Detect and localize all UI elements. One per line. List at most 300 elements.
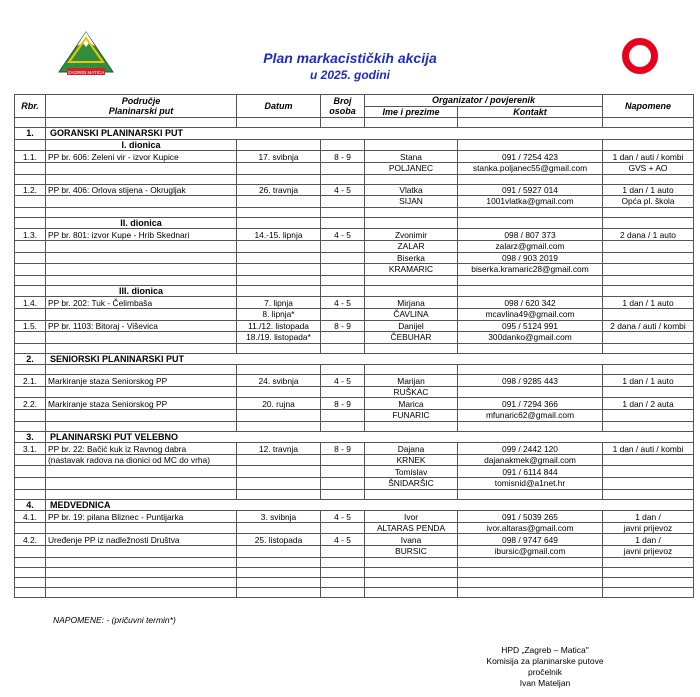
cell-rbr: 2.1. xyxy=(15,375,46,387)
cell-ime: Ivor xyxy=(365,511,458,523)
cell-ime: Mirjana xyxy=(365,297,458,309)
cell-broj xyxy=(321,252,365,264)
cell-ime: POLJANEC xyxy=(365,162,458,174)
cell-napomene: 1 dan / 1 auto xyxy=(603,297,694,309)
cell-ime: KRAMARIC xyxy=(365,264,458,276)
cell-put: PP br. 1103: Bitoraj - Viševica xyxy=(46,320,237,332)
cell-kontakt: 091 / 7254 423 xyxy=(458,151,603,163)
trail-marker-icon xyxy=(622,38,658,74)
empty-cell xyxy=(321,118,365,128)
subsection-row xyxy=(15,217,694,229)
cell-broj xyxy=(321,410,365,422)
cell-datum: 17. svibnja xyxy=(237,151,321,163)
cell-napomene xyxy=(603,264,694,276)
cell-datum: 14.-15. lipnja xyxy=(237,229,321,241)
empty-cell xyxy=(603,587,694,597)
cell-kontakt: 091 / 6114 844 xyxy=(458,466,603,478)
empty-cell xyxy=(237,174,321,184)
cell-put: PP br. 202: Tuk - Čelimbaša xyxy=(46,297,237,309)
cell-rbr xyxy=(15,252,46,264)
empty-cell xyxy=(458,567,603,577)
cell-ime: Zvonimir xyxy=(365,229,458,241)
empty-cell xyxy=(237,489,321,499)
cell-ime: BURSIC xyxy=(365,546,458,558)
empty-cell xyxy=(15,489,46,499)
cell-broj xyxy=(321,308,365,320)
cell-napomene: 1 dan / auti / kombi xyxy=(603,151,694,163)
cell-kontakt: 091 / 5039 265 xyxy=(458,511,603,523)
mountain-logo-icon xyxy=(55,28,117,78)
cell-kontakt: 098 / 620 342 xyxy=(458,297,603,309)
empty-cell xyxy=(15,567,46,577)
cell-kontakt: 1001vlatka@gmail.com xyxy=(458,196,603,208)
cell-kontakt: 098 / 807 373 xyxy=(458,229,603,241)
cell-broj: 8 - 9 xyxy=(321,443,365,455)
empty-cell xyxy=(15,207,46,217)
table-row xyxy=(15,297,694,309)
cell-napomene xyxy=(603,466,694,478)
cell-datum: 7. lipnja xyxy=(237,297,321,309)
empty-cell xyxy=(237,207,321,217)
cell-put xyxy=(46,466,237,478)
cell-ime: Danijel xyxy=(365,320,458,332)
cell-ime: ŠNIDARŠIC xyxy=(365,478,458,490)
section-row xyxy=(15,499,694,511)
empty-cell xyxy=(603,174,694,184)
empty-cell xyxy=(458,365,603,375)
cell-datum xyxy=(237,264,321,276)
cell-ime: Marica xyxy=(365,398,458,410)
table-row xyxy=(15,252,694,264)
cell-rbr: 1.3. xyxy=(15,229,46,241)
cell-kontakt: ibursic@gmail.com xyxy=(458,546,603,558)
table-row xyxy=(15,151,694,163)
empty-cell xyxy=(15,557,46,567)
section-row xyxy=(15,128,694,140)
footer-role: pročelnik xyxy=(527,667,563,677)
empty-cell xyxy=(46,421,237,431)
cell-rbr xyxy=(15,466,46,478)
empty-cell xyxy=(46,207,237,217)
empty-cell xyxy=(321,587,365,597)
cell-broj xyxy=(321,162,365,174)
empty-cell xyxy=(46,489,237,499)
empty-cell xyxy=(321,557,365,567)
empty-cell xyxy=(458,285,603,297)
cell-put xyxy=(46,252,237,264)
cell-ime: ČEBUHAR xyxy=(365,332,458,344)
cell-kontakt: dajanakmek@gmail.com xyxy=(458,454,603,466)
cell-kontakt: 098 / 903 2019 xyxy=(458,252,603,264)
empty-cell xyxy=(15,174,46,184)
cell-datum xyxy=(237,466,321,478)
table-row xyxy=(15,332,694,344)
empty-cell xyxy=(321,365,365,375)
cell-ime: ALTARAS PENDA xyxy=(365,522,458,534)
section-number: 1. xyxy=(15,128,46,140)
cell-broj xyxy=(321,196,365,208)
cell-rbr xyxy=(15,522,46,534)
blank-row xyxy=(15,577,694,587)
empty-cell xyxy=(46,343,237,353)
cell-ime: RUŠKAC xyxy=(365,386,458,398)
cell-rbr: 1.5. xyxy=(15,320,46,332)
cell-rbr xyxy=(15,308,46,320)
empty-cell xyxy=(46,118,237,128)
empty-cell xyxy=(46,174,237,184)
empty-cell xyxy=(603,421,694,431)
table-row xyxy=(15,466,694,478)
table-row xyxy=(15,511,694,523)
table-row xyxy=(15,162,694,174)
cell-napomene: 2 dana / auti / kombi xyxy=(603,320,694,332)
empty-cell xyxy=(237,557,321,567)
header-broj: Broj osoba xyxy=(321,95,365,118)
cell-datum: 25. listopada xyxy=(237,534,321,546)
cell-kontakt: 099 / 2442 120 xyxy=(458,443,603,455)
cell-put xyxy=(46,196,237,208)
cell-ime: SIJAN xyxy=(365,196,458,208)
cell-datum xyxy=(237,454,321,466)
cell-napomene: 1 dan / 2 auta xyxy=(603,398,694,410)
table-row xyxy=(15,443,694,455)
cell-napomene: 1 dan / 1 auto xyxy=(603,375,694,387)
cell-kontakt: stanka.poljanec55@gmail.com xyxy=(458,162,603,174)
cell-rbr: 1.1. xyxy=(15,151,46,163)
cell-broj xyxy=(321,522,365,534)
blank-row xyxy=(15,365,694,375)
cell-broj: 8 - 9 xyxy=(321,398,365,410)
empty-cell xyxy=(365,489,458,499)
empty-cell xyxy=(237,275,321,285)
empty-cell xyxy=(237,217,321,229)
footnote: NAPOMENE: - (pričuvni termin*) xyxy=(53,615,176,625)
cell-broj: 4 - 5 xyxy=(321,297,365,309)
empty-cell xyxy=(458,577,603,587)
table-row xyxy=(15,320,694,332)
empty-cell xyxy=(365,174,458,184)
empty-cell xyxy=(603,577,694,587)
blank-row xyxy=(15,421,694,431)
empty-cell xyxy=(365,139,458,151)
blank-row xyxy=(15,343,694,353)
cell-napomene xyxy=(603,454,694,466)
empty-cell xyxy=(365,207,458,217)
cell-put: Markiranje staza Seniorskog PP xyxy=(46,375,237,387)
empty-cell xyxy=(46,567,237,577)
cell-napomene: 1 dan / xyxy=(603,511,694,523)
empty-cell xyxy=(458,174,603,184)
table-body xyxy=(15,118,694,597)
cell-ime: Tomislav xyxy=(365,466,458,478)
empty-cell xyxy=(46,577,237,587)
cell-ime: Stana xyxy=(365,151,458,163)
footer-org: HPD „Zagreb – Matica" xyxy=(501,645,589,655)
cell-kontakt: zalarz@gmail.com xyxy=(458,240,603,252)
cell-put xyxy=(46,162,237,174)
empty-cell xyxy=(458,118,603,128)
cell-broj xyxy=(321,466,365,478)
empty-cell xyxy=(15,285,46,297)
cell-rbr xyxy=(15,478,46,490)
cell-broj: 4 - 5 xyxy=(321,511,365,523)
cell-broj xyxy=(321,240,365,252)
cell-rbr xyxy=(15,410,46,422)
empty-cell xyxy=(321,285,365,297)
empty-cell xyxy=(603,557,694,567)
empty-cell xyxy=(603,217,694,229)
empty-cell xyxy=(15,217,46,229)
table-row xyxy=(15,240,694,252)
empty-cell xyxy=(46,587,237,597)
table-row xyxy=(15,398,694,410)
table-row xyxy=(15,375,694,387)
logo-text: ZAGREB MATICA xyxy=(67,70,105,75)
table-row xyxy=(15,410,694,422)
empty-cell xyxy=(46,557,237,567)
cell-napomene xyxy=(603,308,694,320)
cell-napomene xyxy=(603,410,694,422)
header-napomene: Napomene xyxy=(603,95,694,118)
table-row xyxy=(15,522,694,534)
empty-cell xyxy=(458,557,603,567)
empty-cell xyxy=(237,567,321,577)
empty-cell xyxy=(321,489,365,499)
cell-broj: 4 - 5 xyxy=(321,534,365,546)
table-row xyxy=(15,534,694,546)
empty-cell xyxy=(321,174,365,184)
empty-cell xyxy=(365,557,458,567)
cell-put: PP br. 406: Orlova stijena - Okrugljak xyxy=(46,184,237,196)
section-title: MEDVEDNICA xyxy=(46,499,694,511)
blank-row xyxy=(15,118,694,128)
cell-put: PP br. 801: izvor Kupe - Hrib Skednari xyxy=(46,229,237,241)
cell-datum: 24. svibnja xyxy=(237,375,321,387)
cell-datum xyxy=(237,252,321,264)
cell-ime: FUNARIC xyxy=(365,410,458,422)
page-subtitle: u 2025. godini xyxy=(309,68,390,82)
cell-broj xyxy=(321,546,365,558)
empty-cell xyxy=(321,207,365,217)
empty-cell xyxy=(603,275,694,285)
cell-put xyxy=(46,546,237,558)
cell-put xyxy=(46,308,237,320)
cell-broj: 4 - 5 xyxy=(321,375,365,387)
cell-put xyxy=(46,478,237,490)
empty-cell xyxy=(603,343,694,353)
cell-rbr xyxy=(15,454,46,466)
blank-row xyxy=(15,567,694,577)
empty-cell xyxy=(365,587,458,597)
empty-cell xyxy=(365,217,458,229)
cell-datum xyxy=(237,162,321,174)
empty-cell xyxy=(458,139,603,151)
section-title: PLANINARSKI PUT VELEBNO xyxy=(46,431,694,443)
empty-cell xyxy=(237,343,321,353)
empty-cell xyxy=(458,489,603,499)
empty-cell xyxy=(15,421,46,431)
cell-ime: Ivana xyxy=(365,534,458,546)
empty-cell xyxy=(15,118,46,128)
empty-cell xyxy=(365,275,458,285)
cell-kontakt: ivor.altaras@gmail.com xyxy=(458,522,603,534)
cell-broj xyxy=(321,264,365,276)
empty-cell xyxy=(365,567,458,577)
cell-put: Markiranje staza Seniorskog PP xyxy=(46,398,237,410)
cell-datum xyxy=(237,410,321,422)
header-rbr: Rbr. xyxy=(15,95,46,118)
cell-kontakt xyxy=(458,386,603,398)
empty-cell xyxy=(603,567,694,577)
cell-ime: Biserka xyxy=(365,252,458,264)
empty-cell xyxy=(603,285,694,297)
empty-cell xyxy=(237,587,321,597)
empty-cell xyxy=(321,343,365,353)
cell-datum: 12. travnja xyxy=(237,443,321,455)
cell-datum xyxy=(237,386,321,398)
table-row xyxy=(15,386,694,398)
empty-cell xyxy=(237,365,321,375)
cell-kontakt: 098 / 9747 649 xyxy=(458,534,603,546)
empty-cell xyxy=(321,139,365,151)
cell-broj xyxy=(321,454,365,466)
empty-cell xyxy=(365,343,458,353)
cell-ime: ČAVLINA xyxy=(365,308,458,320)
cell-rbr xyxy=(15,162,46,174)
empty-cell xyxy=(458,343,603,353)
empty-cell xyxy=(365,118,458,128)
header-datum: Datum xyxy=(237,95,321,118)
header-kontakt: Kontakt xyxy=(458,106,603,118)
cell-put xyxy=(46,410,237,422)
empty-cell xyxy=(603,207,694,217)
header-podrucje: Područje Planinarski put xyxy=(46,95,237,118)
empty-cell xyxy=(458,587,603,597)
cell-rbr xyxy=(15,264,46,276)
cell-put xyxy=(46,240,237,252)
empty-cell xyxy=(15,577,46,587)
cell-kontakt: biserka.kramaric28@gmail.com xyxy=(458,264,603,276)
section-title: SENIORSKI PLANINARSKI PUT xyxy=(46,353,694,365)
cell-kontakt: tomisnid@a1net.hr xyxy=(458,478,603,490)
table-row xyxy=(15,478,694,490)
blank-row xyxy=(15,587,694,597)
empty-cell xyxy=(321,275,365,285)
cell-napomene: 1 dan / xyxy=(603,534,694,546)
cell-broj: 4 - 5 xyxy=(321,229,365,241)
blank-row xyxy=(15,557,694,567)
empty-cell xyxy=(237,118,321,128)
subsection-row xyxy=(15,285,694,297)
cell-rbr xyxy=(15,332,46,344)
cell-ime: Vlatka xyxy=(365,184,458,196)
header-organizator: Organizator / povjerenik xyxy=(365,95,603,107)
cell-put: (nastavak radova na dionici od MC do vrha) xyxy=(46,454,237,466)
cell-rbr xyxy=(15,196,46,208)
empty-cell xyxy=(603,489,694,499)
empty-cell xyxy=(458,207,603,217)
table-row xyxy=(15,454,694,466)
cell-ime: Dajana xyxy=(365,443,458,455)
cell-datum: 8. lipnja* xyxy=(237,308,321,320)
table-row xyxy=(15,229,694,241)
section-title: GORANSKI PLANINARSKI PUT xyxy=(46,128,694,140)
cell-datum: 11./12. listopada xyxy=(237,320,321,332)
empty-cell xyxy=(15,343,46,353)
page-title: Plan markacističkih akcija xyxy=(263,50,437,66)
cell-napomene: GVS + AO xyxy=(603,162,694,174)
cell-napomene xyxy=(603,386,694,398)
empty-cell xyxy=(458,217,603,229)
table-row xyxy=(15,546,694,558)
cell-broj: 8 - 9 xyxy=(321,320,365,332)
cell-kontakt: mfunaric62@gmail.com xyxy=(458,410,603,422)
subsection-row xyxy=(15,139,694,151)
empty-cell xyxy=(46,275,237,285)
cell-broj xyxy=(321,386,365,398)
section-row xyxy=(15,431,694,443)
empty-cell xyxy=(237,139,321,151)
table-row xyxy=(15,308,694,320)
cell-broj xyxy=(321,478,365,490)
empty-cell xyxy=(365,365,458,375)
cell-put: PP br. 19: pilana Bliznec - Puntijarka xyxy=(46,511,237,523)
blank-row xyxy=(15,207,694,217)
empty-cell xyxy=(321,577,365,587)
cell-broj: 8 - 9 xyxy=(321,151,365,163)
cell-datum: 20. rujna xyxy=(237,398,321,410)
section-row xyxy=(15,353,694,365)
cell-rbr: 1.2. xyxy=(15,184,46,196)
cell-put: PP br. 22: Bačić kuk iz Ravnog dabra xyxy=(46,443,237,455)
blank-row xyxy=(15,174,694,184)
cell-rbr: 4.2. xyxy=(15,534,46,546)
empty-cell xyxy=(15,587,46,597)
empty-cell xyxy=(603,139,694,151)
cell-napomene xyxy=(603,240,694,252)
subsection-title: II. dionica xyxy=(46,217,237,229)
cell-broj: 4 - 5 xyxy=(321,184,365,196)
cell-napomene: javni prijevoz xyxy=(603,546,694,558)
footer-person: Ivan Mateljan xyxy=(519,678,571,688)
empty-cell xyxy=(458,421,603,431)
plan-table xyxy=(14,94,694,598)
cell-put xyxy=(46,386,237,398)
cell-rbr xyxy=(15,386,46,398)
cell-napomene: 2 dana / 1 auto xyxy=(603,229,694,241)
signature-block xyxy=(470,645,620,689)
subsection-title: I. dionica xyxy=(46,139,237,151)
cell-kontakt: 091 / 5927 014 xyxy=(458,184,603,196)
header-ime: Ime i prezime xyxy=(365,106,458,118)
cell-kontakt: mcavlina49@gmail.com xyxy=(458,308,603,320)
empty-cell xyxy=(15,365,46,375)
cell-put: Uređenje PP iz nadležnosti Društva xyxy=(46,534,237,546)
cell-datum: 18./19. listopada* xyxy=(237,332,321,344)
footer-commission: Komisija za planinarske putove xyxy=(486,656,604,666)
cell-napomene: javni prijevoz xyxy=(603,522,694,534)
cell-datum xyxy=(237,546,321,558)
empty-cell xyxy=(321,567,365,577)
empty-cell xyxy=(365,285,458,297)
cell-napomene xyxy=(603,252,694,264)
cell-datum xyxy=(237,196,321,208)
cell-kontakt: 095 / 5124 991 xyxy=(458,320,603,332)
cell-put: PP br. 606: Zeleni vir - izvor Kupice xyxy=(46,151,237,163)
cell-napomene xyxy=(603,332,694,344)
cell-rbr: 1.4. xyxy=(15,297,46,309)
cell-datum xyxy=(237,522,321,534)
